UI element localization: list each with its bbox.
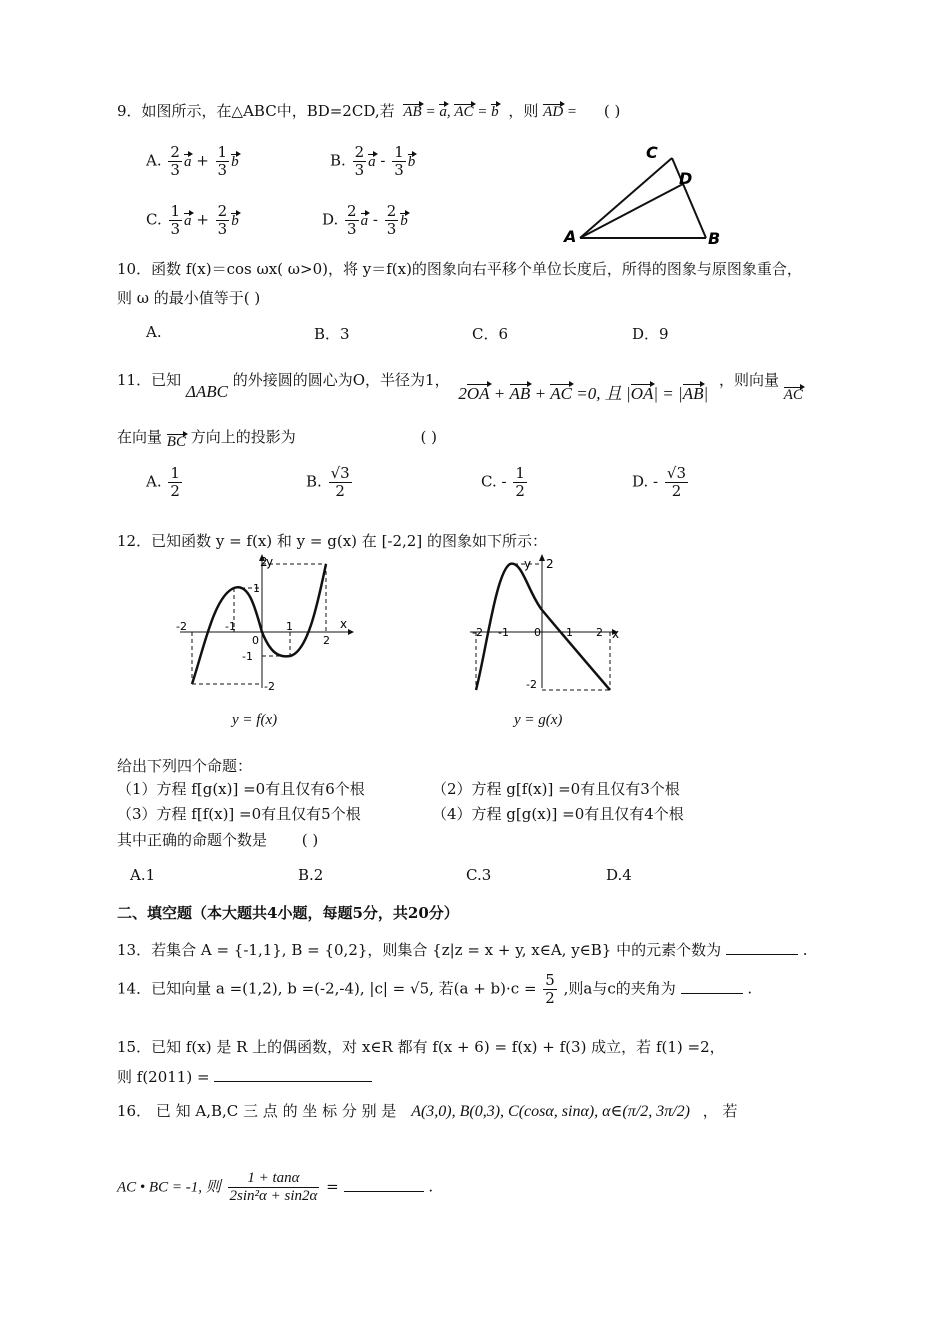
q10-option-b[interactable]: B．3 — [314, 325, 350, 343]
q13-text: 13．若集合 A = {-1,1}, B = {0,2}，则集合 {z|z = x + y, x∈A, y∈B} 中的元素个数为 — [117, 941, 722, 959]
q10-line2: 则 ω 的最小值等于( ) — [117, 289, 261, 307]
q10-option-d[interactable]: D．9 — [632, 325, 669, 343]
q12-option-a[interactable]: A.1 — [130, 866, 156, 884]
q16-condition: AC • BC = -1, 则 — [117, 1179, 221, 1196]
q9-option-a[interactable]: A. $\frac{2}{3}$ a + $\frac{1}{3}$ b — [146, 143, 239, 179]
q9-opt-d-label: D. — [322, 210, 339, 229]
g-label-y: y — [524, 557, 532, 571]
label-c: C — [646, 143, 658, 162]
q11-line2b: 方向上的投影为 — [190, 428, 296, 446]
label-b: B — [708, 229, 721, 248]
q9-condition: AB = a, AC = b — [403, 104, 499, 120]
vec-ac: AC — [454, 104, 474, 120]
vec-a: a — [439, 104, 447, 120]
q13-line — [117, 939, 807, 960]
q15-line2 — [117, 1066, 372, 1087]
q13-answer-blank[interactable] — [726, 954, 798, 955]
q11-triangle: ΔABC — [185, 382, 228, 401]
q16-answer-blank[interactable] — [344, 1191, 424, 1192]
q11-option-a[interactable]: A. $\frac{1}{2}$ — [146, 464, 180, 500]
q14-text-b: ,则a与c的夹角为 — [563, 979, 676, 998]
q14-end: . — [747, 979, 753, 998]
f-tick-2: 2 — [260, 555, 268, 569]
q13-end: . — [802, 941, 808, 959]
q11-line2 — [117, 426, 438, 450]
q12-option-d[interactable]: D.4 — [606, 866, 632, 884]
q11-vec-ac: AC — [783, 387, 803, 403]
g-tick-x1: 1 — [566, 626, 573, 639]
f-tick-neg1: -1 — [225, 620, 236, 633]
q16-eq: = — [326, 1177, 339, 1196]
q14-line — [117, 972, 752, 1007]
q10-option-a[interactable]: A. — [146, 323, 162, 341]
q9-paren: ( ) — [603, 102, 621, 120]
f-tick-1: 1 — [253, 582, 260, 595]
graph-f-caption: y = f(x) — [232, 712, 278, 728]
g-y-arrow — [539, 554, 545, 561]
label-a: A — [564, 227, 577, 246]
q9-opt-a-label: A. — [146, 151, 162, 170]
g-curve — [476, 564, 610, 690]
f-label-y: y — [266, 555, 274, 569]
q9-stem-text: 9．如图所示，在△ABC中，BD=2CD,若 — [117, 102, 395, 120]
q12-stem: 12．已知函数 y = f(x) 和 y = g(x) 在 [-2,2] 的图象如下所示： — [117, 532, 547, 550]
q10-option-c[interactable]: C．6 — [472, 325, 509, 343]
g-tick-0: 0 — [534, 626, 541, 639]
graph-g-caption: y = g(x) — [514, 712, 563, 728]
q11-post: ，则向量 — [718, 371, 779, 389]
f-tick-0: 0 — [252, 634, 259, 647]
g-tick-neg1: -1 — [498, 626, 509, 639]
g-tick-2: 2 — [546, 557, 554, 571]
q11-condition: 2OA + AB + AC =0, 且 |OA| = |AB| — [458, 384, 709, 403]
graph-g — [462, 552, 632, 702]
g-tick-negy2: -2 — [526, 678, 537, 691]
f-tick-negy1: -1 — [242, 650, 253, 663]
triangle-figure — [560, 140, 730, 250]
q16-line1-text: 16． 已 知 A,B,C 三 点 的 坐 标 分 别 是 — [117, 1102, 397, 1120]
q11-option-c[interactable]: C. - $\frac{1}{2}$ — [481, 464, 525, 500]
q14-answer-blank[interactable] — [681, 993, 743, 994]
q10-line1: 10．函数 f(x)＝cos ωx( ω>0)，将 y＝f(x)的图象向右平移个单位长度后，所得的图象与原图象重合， — [117, 260, 802, 278]
q9-opt-c-label: C. — [146, 210, 162, 229]
q16-fraction: $\frac{1 + \tan\alpha}{\text{2sin²α + sin2α}}$ — [229, 1170, 318, 1204]
q11-opt-d-label: D. — [632, 472, 649, 491]
f-x-arrow — [348, 629, 354, 635]
q16-coords: A(3,0), B(0,3), C(cosα, sinα), α∈(π/2, 3π/2) — [411, 1103, 690, 1120]
q11-option-d[interactable]: D. - $\frac{√3}{2}$ — [632, 464, 687, 500]
q14-text-a: 14．已知向量 a =(1,2), b =(-2,-4), |c| = √5, 若(a + b)·c = — [117, 979, 537, 998]
q14-fraction: $\frac{5}{2}$ — [545, 971, 555, 1007]
q12-paren: ( ) — [301, 831, 319, 849]
q12-prop-2: （2）方程 g[f(x)] =0有且仅有3个根 — [432, 780, 680, 798]
q9-stem — [117, 100, 620, 121]
q11-line2a: 在向量 — [117, 428, 163, 446]
q11-line1 — [117, 365, 803, 403]
q12-ask-text: 其中正确的命题个数是 — [117, 831, 268, 849]
q11-vec-bc: BC — [166, 434, 186, 450]
f-tick-x2: 2 — [323, 634, 330, 647]
g-label-x: x — [612, 627, 620, 641]
section-2-title: 二、填空题（本大题共4小题，每题5分，共20分） — [117, 904, 459, 922]
q15-answer-blank[interactable] — [214, 1081, 372, 1082]
q12-ask — [117, 829, 318, 850]
q12-prop-3: （3）方程 f[f(x)] =0有且仅有5个根 — [117, 805, 361, 823]
q16-line2 — [117, 1170, 433, 1205]
label-d: D — [679, 169, 693, 188]
q11-pre: 11．已知 — [117, 371, 182, 389]
q16-ruo: ， 若 — [702, 1102, 738, 1120]
q12-option-c[interactable]: C.3 — [466, 866, 492, 884]
f-tick-x1: 1 — [286, 620, 293, 633]
q15-line1: 15．已知 f(x) 是 R 上的偶函数，对 x∈R 都有 f(x + 6) = f(x) + f(3) 成立，若 f(1) =2， — [117, 1038, 725, 1056]
f-tick-neg2: -2 — [176, 620, 187, 633]
q11-opt-a-label: A. — [146, 472, 162, 491]
q12-prop-1: （1）方程 f[g(x)] =0有且仅有6个根 — [117, 780, 365, 798]
q11-opt-b-label: B. — [306, 472, 322, 491]
g-tick-neg2: -2 — [472, 626, 483, 639]
q12-prop-4: （4）方程 g[g(x)] =0有且仅有4个根 — [432, 805, 684, 823]
q11-option-b[interactable]: B. $\frac{√3}{2}$ — [306, 464, 350, 500]
q9-option-c[interactable]: C. $\frac{1}{3}$ a + $\frac{2}{3}$ b — [146, 202, 239, 238]
q11-paren: ( ) — [420, 428, 438, 446]
vec-b: b — [491, 104, 499, 120]
q9-ask: ，则 — [508, 102, 539, 120]
graph-f — [170, 552, 360, 702]
q12-intro: 给出下列四个命题： — [117, 757, 253, 775]
q16-line1 — [117, 1100, 738, 1121]
q9-option-b[interactable]: B. $\frac{2}{3}$ a - $\frac{1}{3}$ b — [330, 143, 416, 179]
q16-end: . — [428, 1177, 434, 1196]
f-label-x: x — [340, 617, 348, 631]
q9-target: AD = — [543, 104, 578, 120]
q11-opt-c-label: C. — [481, 472, 497, 491]
q9-opt-b-label: B. — [330, 151, 346, 170]
q11-mid: 的外接圆的圆心为O，半径为1， — [232, 371, 450, 389]
f-tick-negy2: -2 — [264, 680, 275, 693]
q15-line2-text: 则 f(2011) = — [117, 1068, 210, 1086]
q12-option-b[interactable]: B.2 — [298, 866, 324, 884]
q9-option-d[interactable]: D. $\frac{2}{3}$ a - $\frac{2}{3}$ b — [322, 202, 408, 238]
g-tick-x2: 2 — [596, 626, 603, 639]
vec-ab: AB — [403, 104, 422, 120]
